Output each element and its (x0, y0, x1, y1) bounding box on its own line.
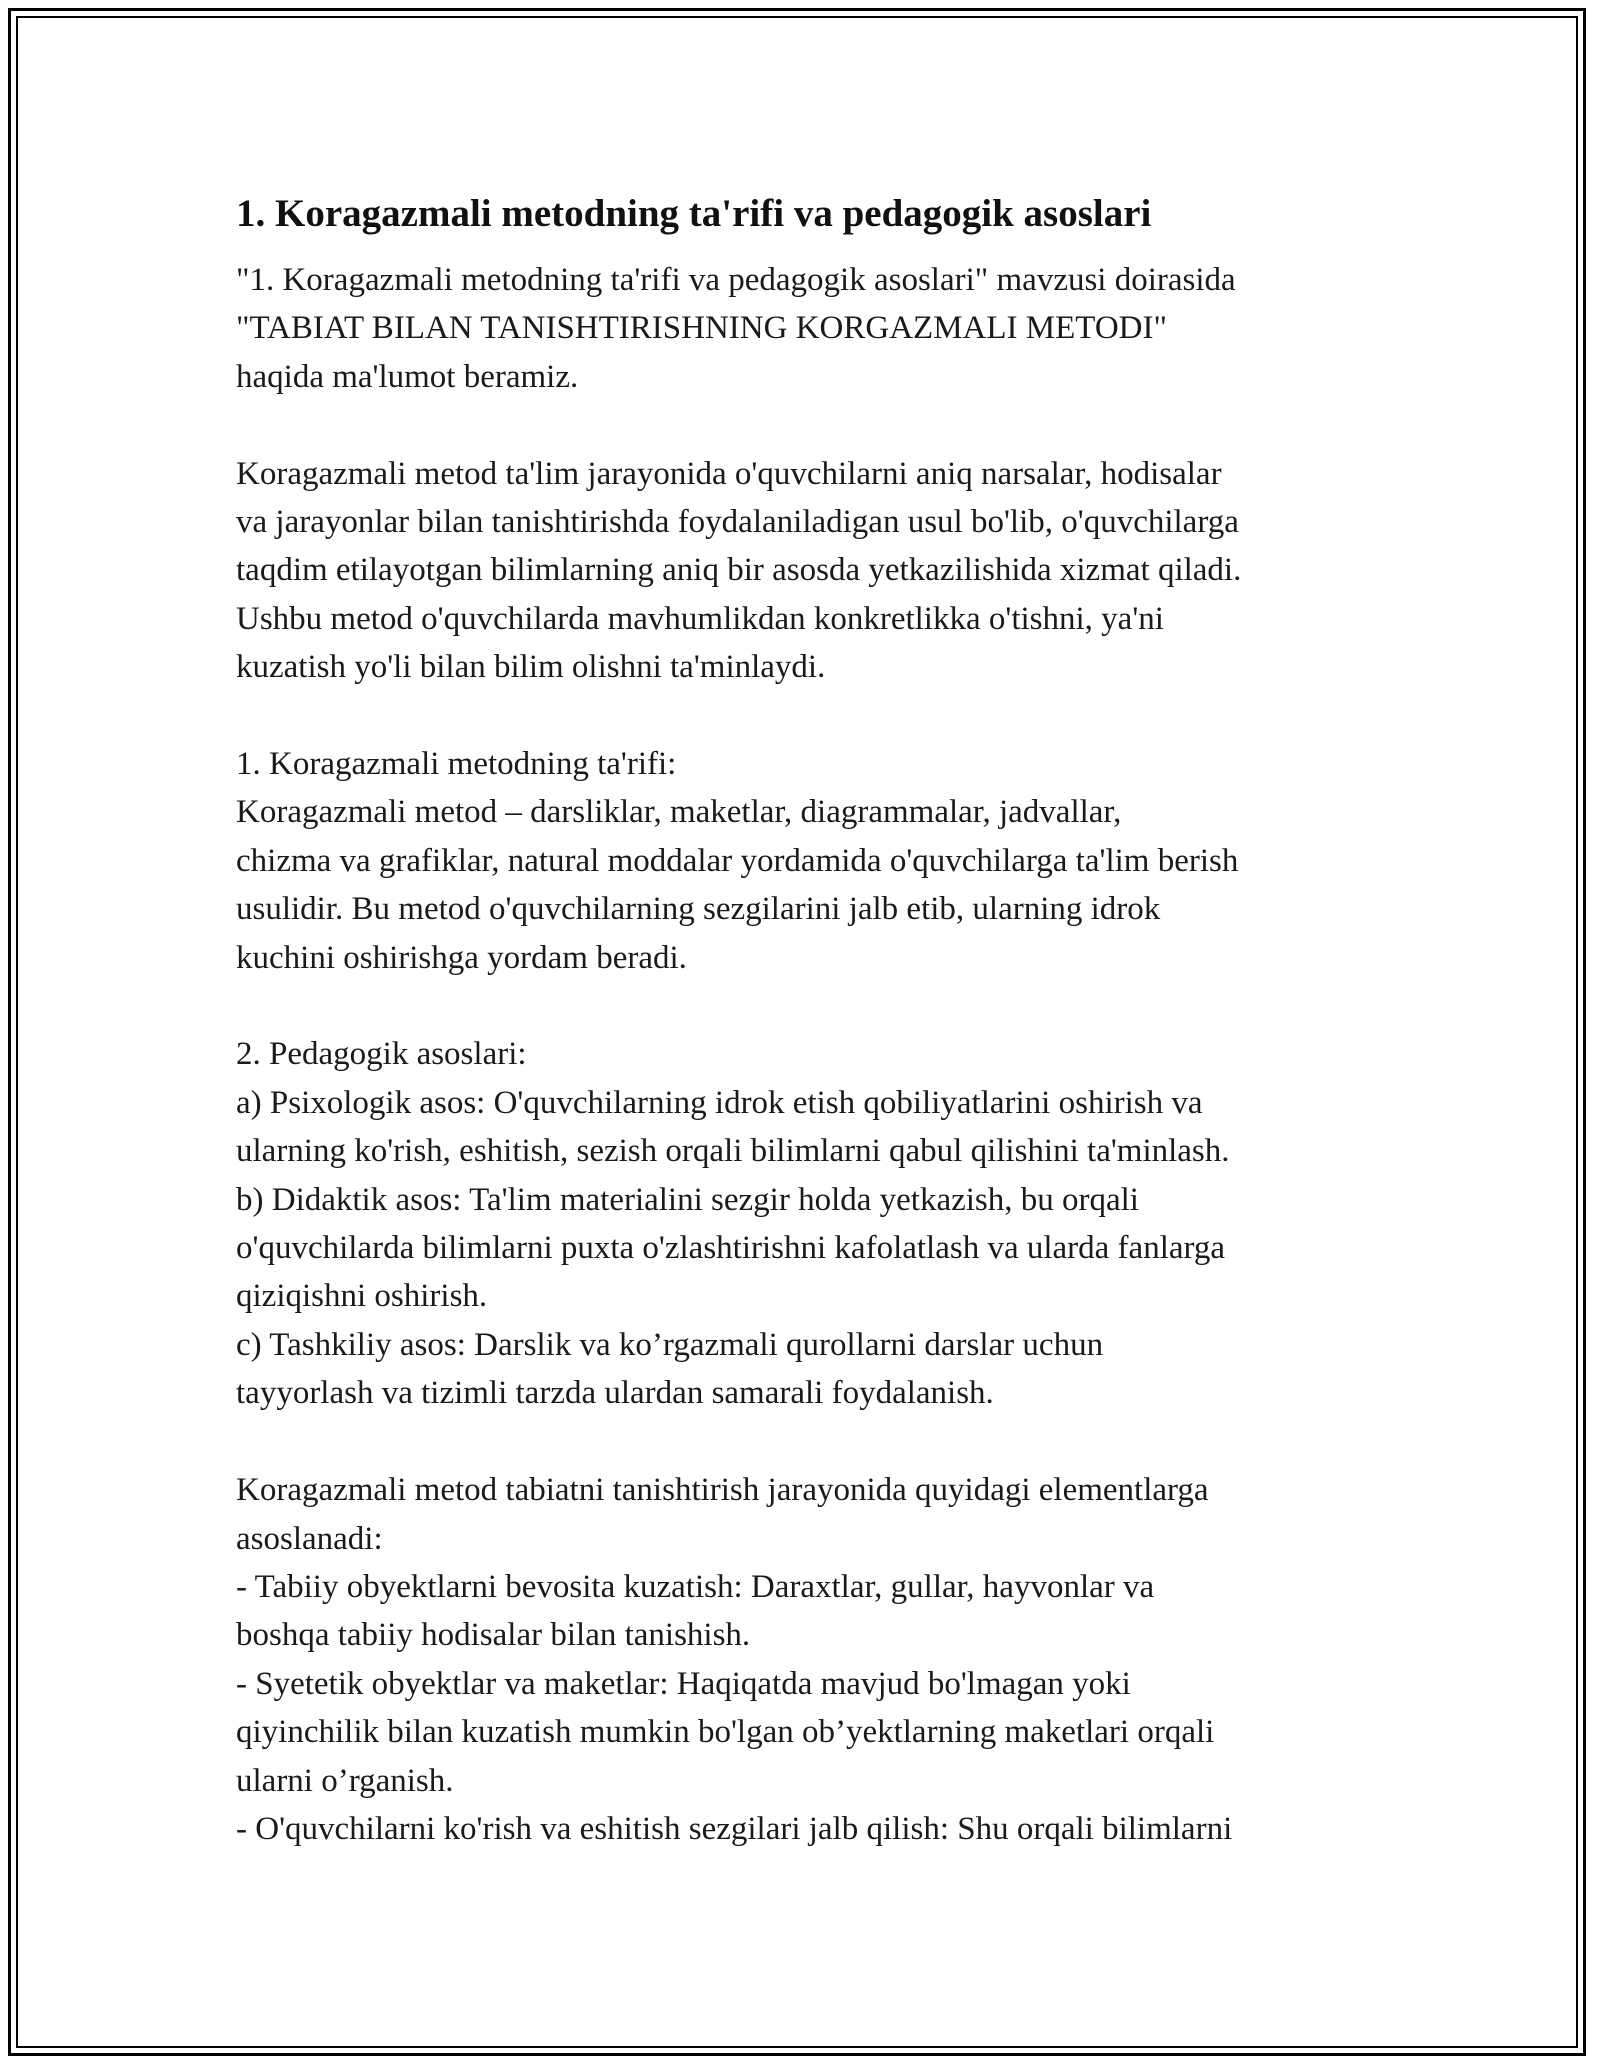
document-body (236, 186, 1356, 1853)
paragraph-spacer (236, 1418, 1356, 1466)
document-title: 1. Koragazmali metodning ta'rifi va pedagogik asoslari (236, 192, 1152, 235)
paragraph-spacer (236, 982, 1356, 1030)
intro-paragraph: "1. Koragazmali metodning ta'rifi va pedagogik asoslari" mavzusi doirasida "TABIAT BILAN TANISHTIRISHNING KORGAZMALI METODI" haqida ma'lumot beramiz. (236, 262, 1236, 395)
paragraph-spacer (236, 692, 1356, 740)
elements-list-section: Koragazmali metod tabiatni tanishtirish jarayonida quyidagi elementlarga asoslanadi: - Tabiiy obyektlarni bevosita kuzatish: Daraxtlar, gullar, hayvonlar va boshqa tabiiy hodisalar bilan tanishish. - Syetetik obyektlar va maketlar: Haqiqatda mavjud bo'lmagan yoki qiyinchilik bilan kuzatish mumkin bo'lgan ob’yektlarning maketlari orqali ularni o’rganish. - O'quvchilarni ko'rish va eshitish sezgilari jalb qilish: Shu orqali bilimlarni (236, 1472, 1233, 1847)
paragraph-spacer (236, 401, 1356, 449)
pedagogical-foundations-section: 2. Pedagogik asoslari: a) Psixologik asos: O'quvchilarning idrok etish qobiliyatlarini oshirish va ularning ko'rish, eshitish, sezish orqali bilimlarni qabul qilishini ta'minlash. b) Didaktik asos: Ta'lim materialini sezgir holda yetkazish, bu orqali o'quvchilarda bilimlarni puxta o'zlashtirishni kafolatlash va ularda fanlarga qiziqishni oshirish. c) Tashkiliy asos: Darslik va ko’rgazmali qurollarni darslar uchun tayyorlash va tizimli tarzda ulardan samarali foydalanish. (236, 1036, 1230, 1412)
method-overview-paragraph: Koragazmali metod ta'lim jarayonida o'quvchilarni aniq narsalar, hodisalar va jarayonlar bilan tanishtirishda foydalaniladigan usul bo'lib, o'quvchilarga taqdim etilayotgan bilimlarning aniq bir asosda yetkazilishida xizmat qiladi. Ushbu metod o'quvchilarda mavhumlikdan konkretlikka o'tishni, ya'ni kuzatish yo'li bilan bilim olishni ta'minlaydi. (236, 455, 1242, 686)
definition-section: 1. Koragazmali metodning ta'rifi: Koragazmali metod – darsliklar, maketlar, diagrammalar, jadvallar, chizma va grafiklar, natural moddalar yordamida o'quvchilarga ta'lim berish usulidir. Bu metod o'quvchilarning sezgilarini jalb etib, ularning idrok kuchini oshirishga yordam beradi. (236, 746, 1239, 976)
